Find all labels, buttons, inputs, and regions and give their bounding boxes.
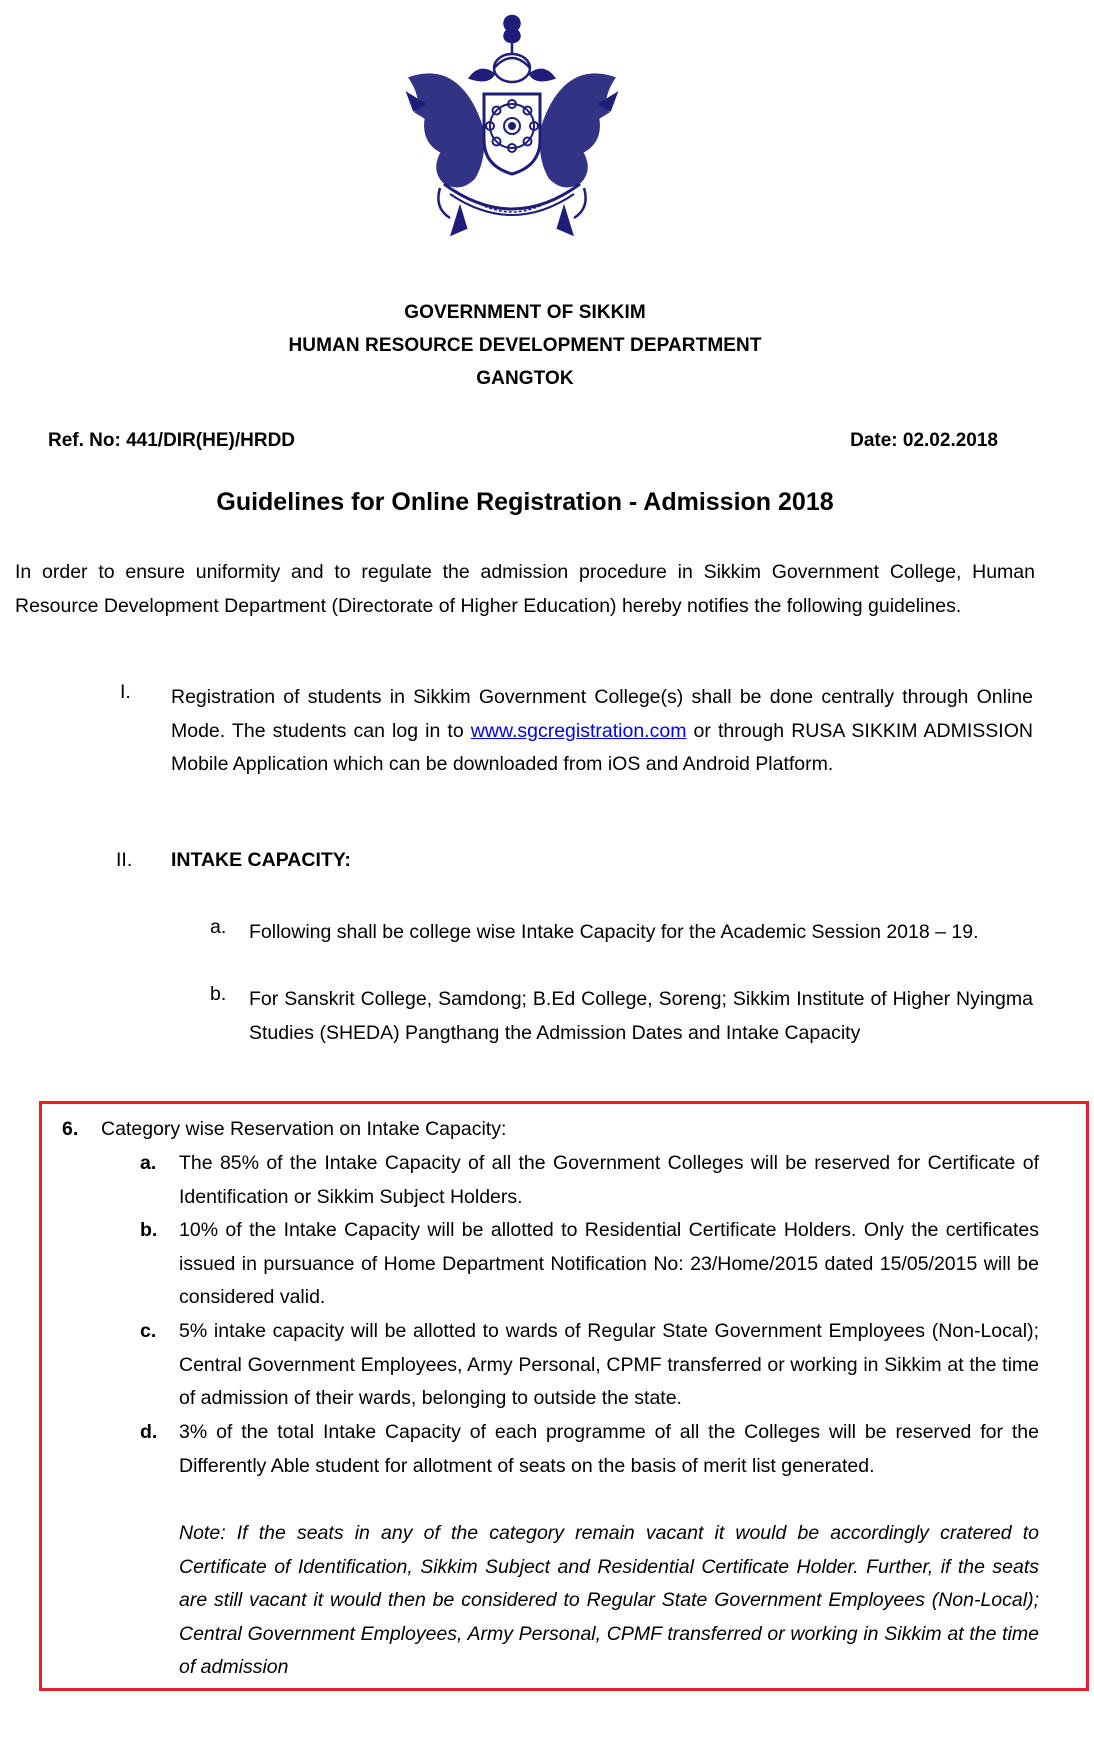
intake-item-b: For Sanskrit College, Samdong; B.Ed College, Soreng; Sikkim Institute of Higher Nyingma Studies (SHEDA) Pangthang the Admission Dates and Intake Capacity (249, 988, 1033, 1044)
section-numeral: I. (120, 681, 131, 703)
header-department: HUMAN RESOURCE DEVELOPMENT DEPARTMENT (288, 335, 762, 356)
header-city: GANGTOK (476, 368, 574, 389)
item-label: c. (140, 1320, 157, 1342)
section-number: 6. (62, 1118, 79, 1140)
item-label: a. (210, 916, 227, 938)
reference-number: Ref. No: 441/DIR(HE)/HRDD (48, 430, 296, 451)
reservation-item-d: 3% of the total Intake Capacity of each programme of all the Colleges will be reserved for the Differently Able student for allotment of seats on the basis of merit list generated. (179, 1421, 1039, 1477)
intro-paragraph: In order to ensure uniformity and to regulate the admission procedure in Sikkim Government College, Human Resource Development Department (Directorate of Higher Education) hereby notifies the following guidelines. (15, 561, 1035, 617)
reservation-heading: Category wise Reservation on Intake Capacity: (101, 1118, 507, 1140)
reservation-item-b: 10% of the Intake Capacity will be allotted to Residential Certificate Holders. Only the certificates issued in pursuance of Home Department Notification No: 23/Home/2015 dated 15/05/2015 will be considered valid. (179, 1219, 1039, 1308)
document-title: Guidelines for Online Registration - Admission 2018 (216, 488, 834, 516)
intake-item-a: Following shall be college wise Intake Capacity for the Academic Session 2018 – 19. (249, 921, 979, 943)
state-emblem (400, 8, 624, 248)
document-date: Date: 02.02.2018 (850, 430, 998, 451)
section-numeral: II. (116, 849, 133, 871)
header-government: GOVERNMENT OF SIKKIM (404, 302, 646, 323)
section-i-text (171, 681, 1033, 782)
section-i-text-before: Registration of students in Sikkim Government College(s) shall be done centrally through Online Mode. The students can log in to (171, 686, 1033, 742)
registration-website-link[interactable]: www.sgcregistration.com (470, 719, 687, 742)
sikkim-emblem-icon (400, 8, 624, 248)
section-ii-heading: INTAKE CAPACITY: (171, 849, 351, 871)
item-label: d. (140, 1421, 158, 1443)
section-i-text-after: or through RUSA SIKKIM ADMISSION Mobile Application which can be downloaded from iOS and Android Platform. (171, 719, 1033, 775)
item-label: b. (210, 983, 227, 1005)
reservation-item-a: The 85% of the Intake Capacity of all the Government Colleges will be reserved for Certificate of Identification or Sikkim Subject Holders. (179, 1152, 1039, 1208)
reservation-item-c: 5% intake capacity will be allotted to wards of Regular State Government Employees (Non-Local); Central Government Employees, Army Personal, CPMF transferred or working in Sikkim at the time of admission of their wards, belonging to outside the state. (179, 1320, 1039, 1409)
item-label: b. (140, 1219, 158, 1241)
item-label: a. (140, 1152, 157, 1174)
reservation-note: Note: If the seats in any of the category remain vacant it would be accordingly cratered to Certificate of Identification, Sikkim Subject and Residential Certificate Holder. Further, if the seats are still vacant it would then be considered to Regular State Government Employees (Non-Local); Central Government Employees, Army Personal, CPMF transferred or working in Sikkim at the time of admission (179, 1522, 1039, 1678)
